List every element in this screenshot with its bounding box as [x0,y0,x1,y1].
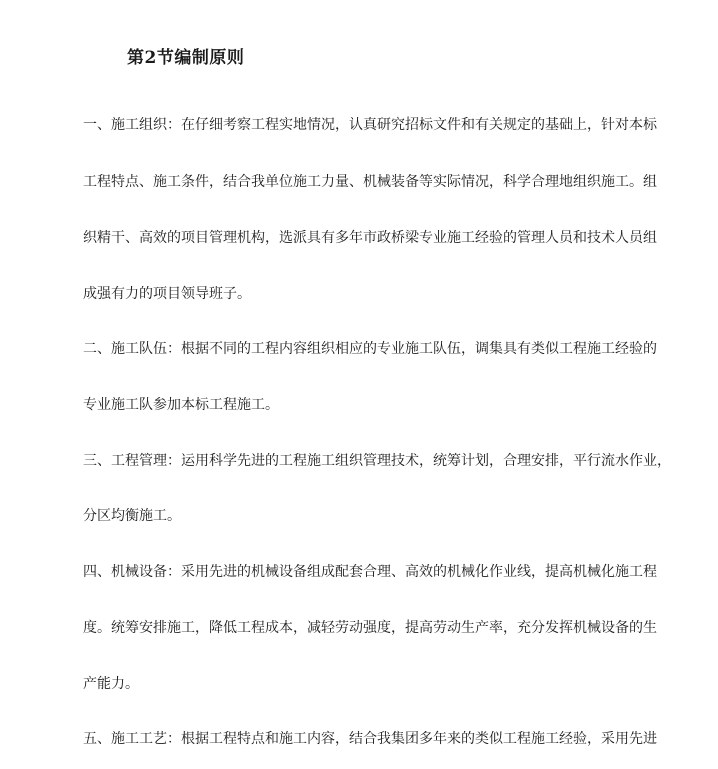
text-line-3: 织精干、高效的项目管理机构，选派具有多年市政桥梁专业施工经验的管理人员和技术人员组 [83,230,657,246]
text-line-10: 度。统筹安排施工，降低工程成本，减轻劳动强度，提高劳动生产率，充分发挥机械设备的生 [83,620,657,636]
section-title: 第2节编制原则 [127,48,245,68]
text-line-1: 一、施工组织：在仔细考察工程实地情况，认真研究招标文件和有关规定的基础上，针对本标 [83,117,657,133]
text-line-5: 二、施工队伍：根据不同的工程内容组织相应的专业施工队伍，调集具有类似工程施工经验的 [83,341,657,357]
text-line-7: 三、工程管理：运用科学先进的工程施工组织管理技术，统筹计划，合理安排，平行流水作业， [83,453,671,469]
text-line-8: 分区均衡施工。 [83,508,181,524]
text-line-11: 产能力。 [83,676,139,692]
text-line-9: 四、机械设备：采用先进的机械设备组成配套合理、高效的机械化作业线，提高机械化施工程 [83,564,657,580]
text-line-6: 专业施工队参加本标工程施工。 [83,397,279,413]
text-line-12: 五、施工工艺：根据工程特点和施工内容，结合我集团多年来的类似工程施工经验，采用先进 [83,731,657,747]
text-line-4: 成强有力的项目领导班子。 [83,286,251,302]
text-line-2: 工程特点、施工条件，结合我单位施工力量、机械装备等实际情况，科学合理地组织施工。组 [83,174,657,190]
